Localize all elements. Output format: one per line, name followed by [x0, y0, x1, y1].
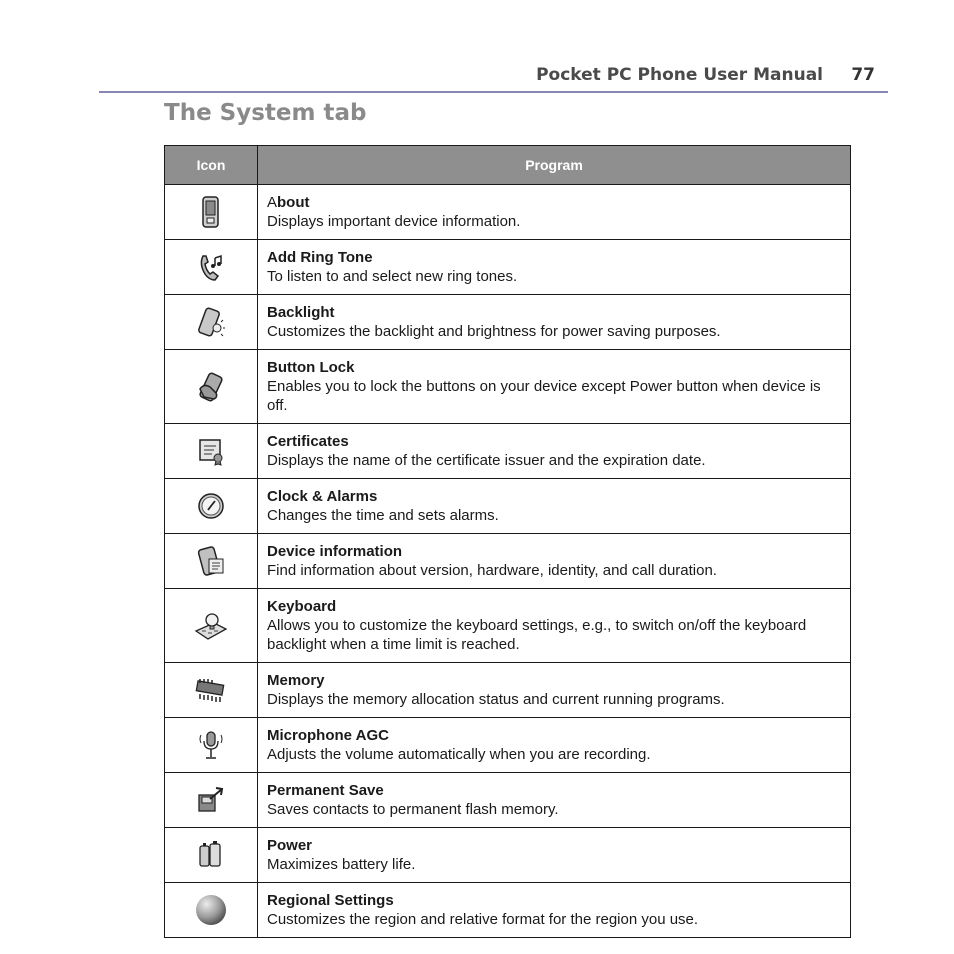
- program-name: Device information: [267, 543, 403, 560]
- table-row: [165, 350, 851, 424]
- battery-icon: [166, 840, 256, 870]
- program-description: To listen to and select new ring tones.: [267, 268, 518, 285]
- program-name: Memory: [267, 672, 325, 689]
- microphone-icon: [166, 729, 256, 761]
- backlight-device-icon: [166, 306, 256, 338]
- table-row: [165, 773, 851, 828]
- certificate-icon: [166, 436, 256, 466]
- program-name: Regional Settings: [267, 892, 394, 909]
- table-row: [165, 718, 851, 773]
- program-name: Microphone AGC: [267, 727, 389, 744]
- header-divider: [99, 91, 888, 93]
- button-lock-icon: [166, 371, 256, 403]
- section-title: The System tab: [164, 100, 367, 126]
- program-name: Power: [267, 837, 313, 854]
- memory-chip-icon: [166, 677, 256, 703]
- table-row: [165, 424, 851, 479]
- table-row: [165, 295, 851, 350]
- table-row: [165, 534, 851, 589]
- program-description: Displays important device information.: [267, 213, 521, 230]
- program-description: Changes the time and sets alarms.: [267, 507, 499, 524]
- program-name: Clock & Alarms: [267, 488, 378, 505]
- program-description: Displays the memory allocation status and current running programs.: [267, 691, 725, 708]
- program-description: Saves contacts to permanent flash memory.: [267, 801, 559, 818]
- table-row: [165, 663, 851, 718]
- program-description: Customizes the backlight and brightness for power saving purposes.: [267, 323, 721, 340]
- table-row: [165, 589, 851, 663]
- program-description: Enables you to lock the buttons on your device except Power button when device is off.: [267, 378, 821, 414]
- keyboard-light-icon: [166, 611, 256, 641]
- table-row: [165, 883, 851, 938]
- device-info-icon: [166, 545, 256, 577]
- program-description: Maximizes battery life.: [267, 856, 416, 873]
- system-tab-table: [164, 145, 851, 938]
- permanent-save-icon: [166, 785, 256, 815]
- program-name-prefix: A: [267, 194, 278, 211]
- clock-icon: [166, 492, 256, 520]
- program-name: Button Lock: [267, 359, 355, 376]
- ring-tone-phone-icon: [166, 252, 256, 282]
- program-description: Displays the name of the certificate issuer and the expiration date.: [267, 452, 706, 469]
- globe-icon: [166, 893, 256, 927]
- page-number: 77: [851, 65, 875, 85]
- table-header-row: [165, 146, 851, 185]
- manual-title: Pocket PC Phone User Manual: [536, 65, 823, 85]
- program-name: Backlight: [267, 304, 335, 321]
- program-name: Keyboard: [267, 598, 337, 615]
- table-row: [165, 828, 851, 883]
- program-name: bout: [277, 194, 310, 211]
- program-name: Add Ring Tone: [267, 249, 373, 266]
- program-description: Adjusts the volume automatically when you are recording.: [267, 746, 651, 763]
- program-name: Permanent Save: [267, 782, 384, 799]
- table-row: [165, 185, 851, 240]
- program-name: Certificates: [267, 433, 349, 450]
- program-description: Customizes the region and relative format for the region you use.: [267, 911, 699, 928]
- program-description: Find information about version, hardware, identity, and call duration.: [267, 562, 717, 579]
- table-row: [165, 240, 851, 295]
- pda-device-icon: [166, 195, 256, 229]
- column-header-icon: Icon: [165, 146, 258, 185]
- page-header: [0, 62, 954, 92]
- program-description: Allows you to customize the keyboard settings, e.g., to switch on/off the keyboard backlight when a time limit is reached.: [267, 617, 807, 653]
- column-header-program: Program: [258, 146, 851, 185]
- table-row: [165, 479, 851, 534]
